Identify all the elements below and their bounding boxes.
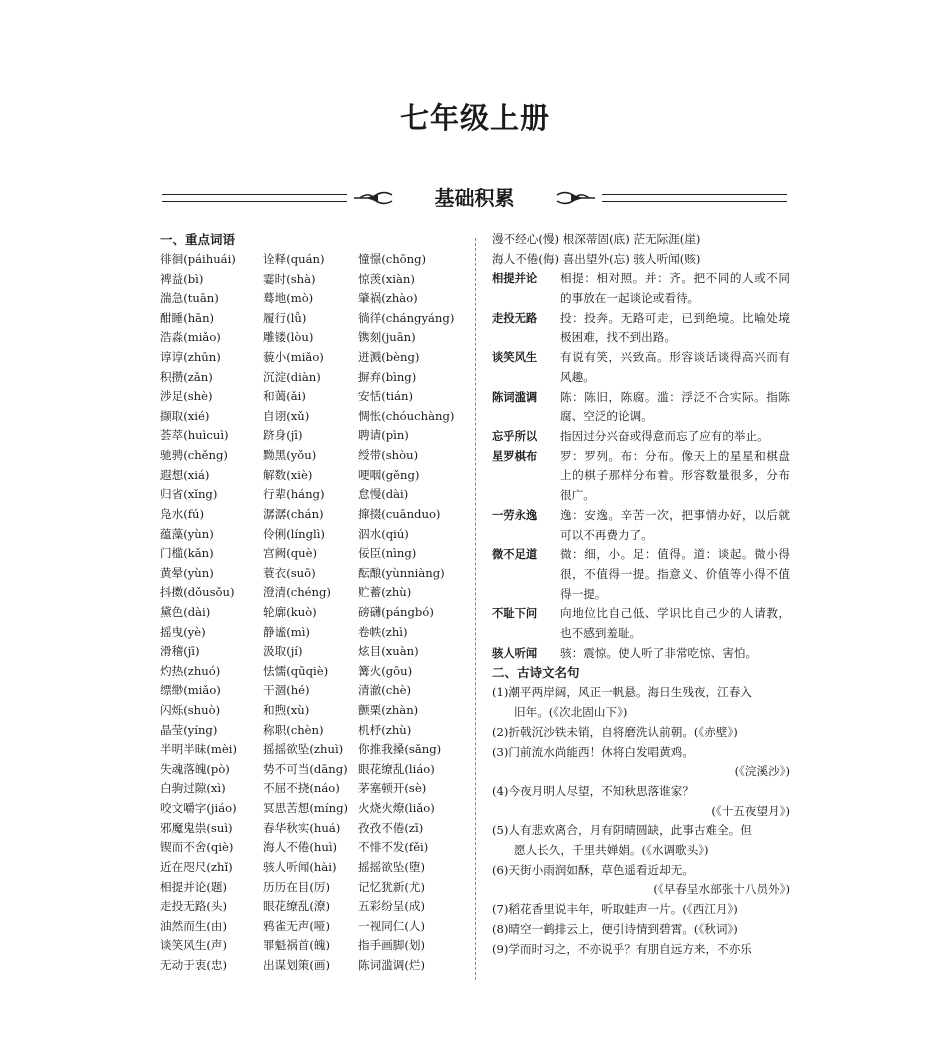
vocab-row (160, 917, 466, 937)
vocab-word: 黄晕(yùn) (160, 565, 214, 580)
poem-line: (5)人有悲欢离合，月有阴晴圆缺，此事古难全。但 (492, 823, 752, 838)
vocab-word: 鸦雀无声(哑) (263, 918, 331, 933)
vocab-row (160, 662, 466, 682)
section-banner-title: 基础积累 (434, 186, 515, 210)
vocab-word: 黝黑(yǒu) (263, 448, 317, 463)
vocab-row (160, 328, 466, 348)
vocab-word: 春华秋实(huá) (263, 820, 341, 835)
vocab-word: 走投无路(头) (160, 899, 228, 914)
vocab-row (160, 760, 466, 780)
definition-text: 微：细，小。足：值得。道：谈起。微小得很，不值得一提。指意义、价值等小得不值得一提。 (560, 547, 790, 601)
definition-term: 微不足道 (492, 548, 538, 562)
vocab-word: 不悱不发(fěi) (358, 840, 429, 855)
definition-term: 谈笑风生 (492, 351, 538, 365)
vocab-word: 澄清(chéng) (263, 585, 331, 600)
vocab-word: 潺潺(chán) (263, 506, 324, 521)
vocab-word: 蓑衣(suō) (263, 565, 316, 580)
poem-item (492, 821, 790, 860)
vocab-word: 酝酿(yùnniàng) (358, 565, 445, 580)
vocab-word: 和蔼(ǎi) (263, 389, 306, 404)
vocab-word: 遐想(xiá) (160, 467, 210, 482)
vocab-row (160, 505, 466, 525)
vocab-word: 五彩纷呈(成) (358, 899, 426, 914)
vocab-word: 静谧(mì) (263, 624, 310, 639)
vocab-word: 怠慢(dài) (358, 487, 409, 502)
vocab-word: 黛色(dài) (160, 604, 211, 619)
definition-term: 相提并论 (492, 272, 538, 286)
vocab-word: 涉足(shè) (160, 389, 213, 404)
definition-term: 星罗棋布 (492, 449, 538, 463)
vocab-word: 记忆犹新(尤) (358, 879, 426, 894)
vocab-word: 摇摇欲坠(zhuì) (263, 742, 344, 757)
vocab-word: 徜徉(chángyáng) (358, 310, 455, 325)
vocab-word: 磅礴(pángbó) (358, 604, 434, 619)
vocab-word: 抖擞(dǒusǒu) (160, 585, 235, 600)
vocab-word: 罪魁祸首(魄) (263, 938, 331, 953)
poem-line: (3)门前流水尚能西！休将白发唱黄鸡。 (492, 744, 694, 759)
poem-line: (8)晴空一鹤排云上，便引诗情到碧霄。(《秋词》) (492, 921, 738, 936)
vocab-word: 徘徊(páihuái) (160, 252, 236, 266)
definition-item (492, 388, 790, 427)
vocab-row (160, 407, 466, 427)
vocab-word: 滑稽(jī) (160, 644, 200, 659)
vocab-word: 陈词滥调(烂) (358, 957, 426, 972)
vocab-word: 裨益(bì) (160, 271, 204, 286)
vocab-word: 诠释(quán) (263, 252, 325, 266)
definition-term: 忘乎所以 (492, 430, 538, 443)
vocab-column (160, 230, 466, 976)
vocab-word: 谆谆(zhūn) (160, 350, 221, 365)
vocab-row (160, 466, 466, 486)
vocab-word: 冥思苦想(míng) (263, 801, 349, 816)
vocab-word: 积攒(zǎn) (160, 369, 213, 384)
vocab-word: 白驹过隙(xì) (160, 781, 226, 796)
vocab-row (160, 544, 466, 564)
vocab-word: 眼花缭乱(liáo) (358, 761, 435, 776)
poem-line: (1)潮平两岸阔，风正一帆悬。海日生残夜，江春入 (492, 685, 752, 700)
poem-line: (2)折戟沉沙铁未销，自将磨洗认前朝。(《赤壁》) (492, 724, 738, 739)
vocab-word: 撷取(xié) (160, 408, 210, 423)
vocab-continued-row: 漫不经心(慢) 根深蒂固(底) 茫无际涯(崖) (492, 232, 701, 246)
vocab-word: 篝火(gōu) (358, 663, 413, 678)
vocab-word: 宫阙(què) (263, 546, 317, 561)
definition-item (492, 269, 790, 308)
vocab-word: 咬文嚼字(jiáo) (160, 801, 237, 816)
vocab-row (160, 348, 466, 368)
poem-source: (《十五夜望月》) (711, 803, 790, 818)
column-divider (475, 238, 476, 980)
definition-item (492, 309, 790, 348)
vocab-word: 驰骋(chěng) (160, 448, 228, 463)
vocab-word: 荟萃(huìcuì) (160, 428, 229, 443)
vocab-word: 撺掇(cuānduo) (358, 506, 441, 521)
poem-item (492, 782, 790, 821)
definition-text: 有说有笑，兴致高。形容谈话谈得高兴而有风趣。 (560, 350, 790, 384)
ornament-right-icon (555, 187, 597, 209)
vocab-row (160, 642, 466, 662)
right-column (492, 230, 790, 959)
vocab-word: 憧憬(chōng) (358, 252, 427, 266)
vocab-word: 油然而生(由) (160, 918, 228, 933)
vocab-word: 缥缈(miǎo) (160, 683, 221, 698)
definition-item (492, 604, 790, 643)
vocab-word: 霎时(shà) (263, 271, 316, 286)
definition-item (492, 506, 790, 545)
vocab-row (160, 799, 466, 819)
vocab-word: 和煦(xù) (263, 703, 310, 718)
vocab-word: 归省(xǐng) (160, 487, 218, 502)
vocab-word: 自诩(xǔ) (263, 408, 310, 423)
definition-item (492, 348, 790, 387)
poems-heading: 二、古诗文名句 (492, 665, 580, 681)
vocab-row (160, 583, 466, 603)
definition-text: 指因过分兴奋或得意而忘了应有的举止。 (560, 429, 769, 443)
vocab-word: 雕镂(lòu) (263, 330, 314, 345)
vocab-word: 安恬(tián) (358, 389, 413, 404)
vocab-row (160, 623, 466, 643)
poem-line: (4)今夜月明人尽望，不知秋思落谁家？ (492, 783, 694, 798)
banner-rule-right (602, 194, 787, 202)
vocab-word: 泅水(qiú) (358, 526, 409, 541)
definition-term: 一劳永逸 (492, 508, 538, 522)
vocab-word: 邪魔鬼祟(suì) (160, 820, 233, 835)
vocab-word: 无动于衷(忠) (160, 957, 228, 972)
vocab-row (160, 289, 466, 309)
poem-item (492, 920, 790, 940)
vocab-word: 势不可当(dāng) (263, 761, 348, 776)
vocab-word: 哽咽(gěng) (358, 467, 420, 482)
vocab-word: 孜孜不倦(zī) (358, 820, 424, 835)
definition-text: 陈：陈旧，陈腐。滥：浮泛不合实际。指陈腐、空泛的论调。 (560, 389, 790, 424)
vocab-row (160, 446, 466, 466)
vocab-word: 浩淼(miǎo) (160, 330, 221, 345)
vocab-word: 酣睡(hān) (160, 310, 215, 325)
definition-text: 向地位比自己低、学识比自己少的人请教，也不感到羞耻。 (560, 606, 790, 641)
definition-text: 相提：相对照。并：齐。把不同的人或不同的事放在一起谈论或看待。 (560, 271, 790, 306)
vocab-word: 骇人听闻(hài) (263, 859, 337, 874)
definition-text: 投：投奔。无路可走，已到绝境。比喻处境极困难，找不到出路。 (560, 310, 790, 345)
vocab-word: 摇摇欲坠(堕) (358, 859, 426, 874)
vocab-row (160, 721, 466, 741)
definition-term: 骇人听闻 (492, 646, 538, 660)
vocab-row (160, 838, 466, 858)
poem-line: 旧年。(《次北固山下》) (514, 705, 628, 720)
vocab-word: 绶带(shòu) (358, 448, 419, 463)
poem-source: (《浣溪沙》) (734, 764, 790, 779)
vocab-word: 指手画脚(划) (358, 938, 426, 953)
vocab-word: 海人不倦(huì) (263, 840, 338, 855)
vocab-row (160, 368, 466, 388)
vocab-row (160, 819, 466, 839)
definition-item (492, 545, 790, 604)
vocab-word: 肇祸(zhào) (358, 291, 418, 306)
vocab-word: 锲而不舍(qiè) (160, 840, 234, 855)
poem-source: (《早春呈水部张十八员外》) (653, 882, 790, 897)
poem-line: 愿人长久，千里共婵娟。(《水调歌头》) (514, 843, 709, 858)
vocab-word: 履行(lǚ) (263, 310, 307, 325)
vocab-row (160, 936, 466, 956)
vocab-word: 灼热(zhuó) (160, 663, 221, 678)
definition-text: 罗：罗列。布：分布。像天上的星星和棋盘上的棋子那样分布着。形容数量很多，分布很广。 (560, 448, 790, 503)
vocab-row (160, 956, 466, 976)
vocab-row (160, 603, 466, 623)
vocab-word: 一视同仁(人) (358, 918, 426, 933)
vocab-continued-row: 海人不倦(侮) 喜出望外(忘) 骇人听闻(赅) (492, 251, 701, 266)
vocab-word: 失魂落魄(pò) (160, 761, 230, 776)
vocab-row (160, 681, 466, 701)
definition-item (492, 644, 790, 664)
vocab-word: 不屈不挠(náo) (263, 781, 340, 796)
vocab-word: 卷帙(zhì) (358, 624, 408, 639)
poem-line: (7)稻花香里说丰年，听取蛙声一片。(《西江月》) (492, 902, 738, 917)
vocab-word: 惆怅(chóuchàng) (358, 408, 455, 423)
vocab-row (160, 701, 466, 721)
vocab-word: 解数(xiè) (263, 467, 313, 482)
vocab-word: 惊羡(xiàn) (358, 271, 415, 286)
vocab-word: 干涸(hé) (263, 683, 310, 698)
vocab-word: 你推我搡(sǎng) (358, 742, 442, 757)
vocab-word: 颤栗(zhàn) (358, 703, 419, 718)
vocab-word: 火烧火燎(liǎo) (358, 801, 435, 816)
vocab-row (160, 564, 466, 584)
vocab-row (160, 525, 466, 545)
vocab-word: 佞臣(nìng) (358, 546, 417, 561)
vocab-word: 贮蓄(zhù) (358, 585, 412, 600)
definition-term: 走投无路 (492, 311, 538, 325)
vocab-row (160, 309, 466, 329)
definition-item (492, 447, 790, 506)
vocab-word: 门槛(kǎn) (160, 546, 214, 561)
vocab-word: 汲取(jí) (263, 644, 303, 659)
vocab-row (160, 250, 466, 270)
section-banner (162, 184, 787, 212)
poem-list (492, 683, 790, 959)
vocab-word: 出谋划策(画) (263, 957, 331, 972)
poem-item (492, 723, 790, 743)
vocab-word: 凫水(fú) (160, 506, 204, 521)
vocab-word: 近在咫尺(zhǐ) (160, 859, 233, 874)
vocab-word: 聘请(pìn) (358, 428, 409, 443)
vocab-word: 历历在目(厉) (263, 879, 331, 894)
vocab-word: 称职(chèn) (263, 722, 324, 737)
vocab-word: 清澈(chè) (358, 683, 412, 698)
vocab-row (160, 270, 466, 290)
vocab-row (160, 740, 466, 760)
vocab-word: 半明半昧(mèi) (160, 742, 237, 757)
vocab-row (160, 779, 466, 799)
definition-item (492, 427, 790, 447)
vocab-word: 蕴藻(yùn) (160, 526, 214, 541)
vocab-row (160, 858, 466, 878)
definition-text: 骇：震惊。使人听了非常吃惊、害怕。 (560, 645, 758, 660)
poem-item (492, 683, 790, 722)
vocab-heading: 一、重点词语 (160, 232, 236, 247)
vocab-word: 轮廓(kuò) (263, 604, 317, 619)
vocab-word: 伶俐(línglì) (263, 526, 325, 541)
vocab-word: 摒弃(bìng) (358, 369, 417, 384)
page-title: 七年级上册 (399, 101, 550, 135)
vocab-word: 炫目(xuàn) (358, 644, 419, 659)
vocab-word: 蓦地(mò) (263, 291, 314, 306)
definition-text: 逸：安逸。辛苦一次，把事情办好，以后就可以不再费力了。 (560, 507, 790, 542)
vocab-word: 沉淀(diàn) (263, 369, 321, 384)
vocab-list (160, 250, 466, 976)
poem-item (492, 900, 790, 920)
vocab-row (160, 878, 466, 898)
vocab-word: 眼花缭乱(潦) (263, 899, 331, 914)
vocab-word: 闪烁(shuò) (160, 703, 221, 718)
vocab-word: 相提并论(题) (160, 879, 228, 894)
vocab-word: 茅塞顿开(sè) (358, 781, 427, 796)
poem-item (492, 861, 790, 900)
vocab-word: 镌刻(juān) (358, 330, 416, 345)
poem-item (492, 940, 790, 960)
vocab-word: 行辈(háng) (263, 487, 325, 502)
poem-item (492, 743, 790, 782)
vocab-word: 迸溅(bèng) (358, 350, 420, 365)
vocab-word: 谈笑风生(声) (160, 938, 228, 953)
vocab-row (160, 387, 466, 407)
vocab-word: 湍急(tuān) (160, 291, 219, 306)
definition-term: 陈词滥调 (492, 390, 538, 404)
vocab-row (160, 426, 466, 446)
vocab-row (160, 485, 466, 505)
vocab-word: 机杼(zhù) (358, 722, 412, 737)
poem-line: (6)天街小雨润如酥，草色遥看近却无。 (492, 862, 694, 877)
vocab-word: 摇曳(yè) (160, 624, 206, 639)
vocab-word: 跻身(jī) (263, 428, 303, 443)
vocab-row (160, 897, 466, 917)
poem-line: (9)学而时习之，不亦说乎？有朋自远方来，不亦乐 (492, 941, 752, 956)
vocab-word: 怯懦(qūqiè) (263, 663, 329, 678)
definition-list (492, 269, 790, 663)
vocab-word: 晶莹(yíng) (160, 722, 218, 737)
vocab-word: 藐小(miǎo) (263, 350, 324, 365)
definition-term: 不耻下问 (492, 607, 538, 621)
